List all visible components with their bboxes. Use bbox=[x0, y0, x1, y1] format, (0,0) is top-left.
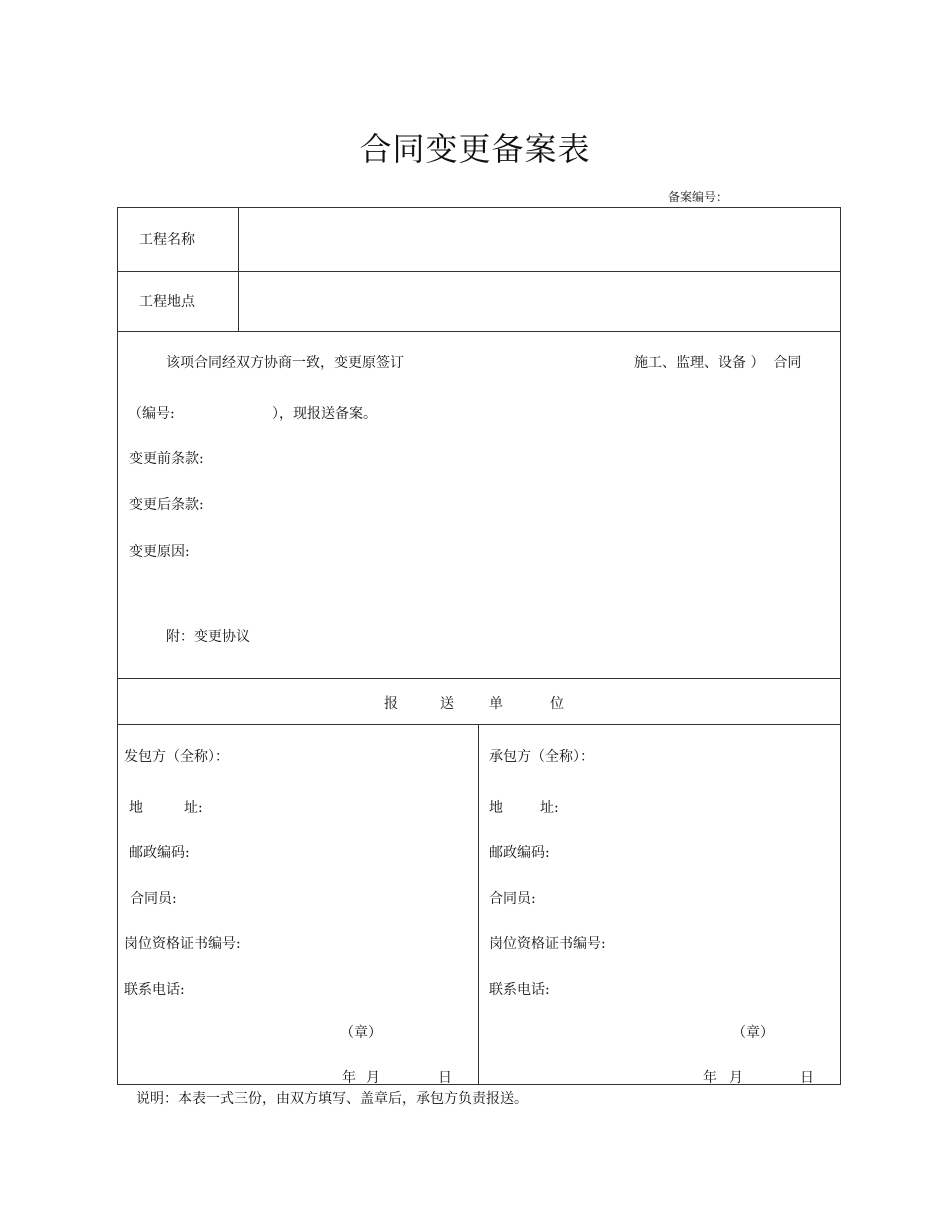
employer-date-month: 月 bbox=[366, 1070, 380, 1086]
statement-line1-right: 施工、监理、设备 ） 合同 bbox=[634, 355, 802, 371]
row-divider bbox=[117, 678, 841, 679]
contractor-address-label: 址: bbox=[540, 800, 559, 816]
submitting-units-char: 单 bbox=[489, 696, 503, 712]
form-table bbox=[117, 207, 841, 1085]
contract-number-close: ），现报送备案。 bbox=[272, 406, 377, 422]
change-reason-label: 变更原因: bbox=[129, 544, 190, 560]
contractor-seal-label: （章） bbox=[732, 1025, 774, 1041]
contractor-postcode-label: 邮政编码: bbox=[489, 845, 550, 861]
terms-before-label: 变更前条款: bbox=[129, 451, 204, 467]
employer-address-label: 地 bbox=[129, 800, 143, 816]
employer-date-year: 年 bbox=[342, 1070, 356, 1086]
contract-number-open: （编号: bbox=[128, 406, 175, 422]
employer-postcode-label: 邮政编码: bbox=[129, 845, 190, 861]
row-divider bbox=[117, 724, 841, 725]
project-location-field[interactable] bbox=[239, 272, 840, 331]
submitting-units-char: 送 bbox=[440, 696, 454, 712]
attachment-label: 附：变更协议 bbox=[166, 629, 250, 645]
project-location-label: 工程地点 bbox=[139, 294, 195, 310]
employer-seal-label: （章） bbox=[340, 1025, 382, 1041]
employer-phone-label: 联系电话: bbox=[124, 982, 185, 998]
page-title: 合同变更备案表 bbox=[359, 130, 591, 168]
filing-number-label: 备案编号： bbox=[668, 190, 729, 204]
row-divider bbox=[117, 331, 841, 332]
contractor-address-label: 地 bbox=[489, 800, 503, 816]
contractor-date-day: 日 bbox=[800, 1070, 814, 1086]
contractor-contract-officer-label: 合同员: bbox=[489, 891, 536, 907]
employer-cert-number-label: 岗位资格证书编号: bbox=[124, 936, 241, 952]
submitting-units-char: 位 bbox=[550, 696, 564, 712]
employer-address-label: 址: bbox=[184, 800, 203, 816]
column-divider bbox=[478, 724, 479, 1085]
project-name-label: 工程名称 bbox=[139, 232, 195, 248]
terms-after-label: 变更后条款: bbox=[129, 497, 204, 513]
employer-full-name-label: 发包方（全称）： bbox=[124, 749, 229, 765]
submitting-units-char: 报 bbox=[384, 696, 398, 712]
contractor-phone-label: 联系电话: bbox=[489, 982, 550, 998]
contractor-full-name-label: 承包方（全称）： bbox=[489, 749, 594, 765]
contractor-date-year: 年 bbox=[703, 1070, 717, 1086]
statement-line1-left: 该项合同经双方协商一致，变更原签订 bbox=[166, 355, 404, 371]
contractor-date-month: 月 bbox=[729, 1070, 743, 1086]
employer-date-day: 日 bbox=[438, 1070, 452, 1086]
project-name-field[interactable] bbox=[239, 208, 840, 271]
contractor-cert-number-label: 岗位资格证书编号: bbox=[489, 936, 606, 952]
employer-contract-officer-label: 合同员: bbox=[130, 891, 177, 907]
form-note: 说明：本表一式三份，由双方填写、盖章后，承包方负责报送。 bbox=[136, 1091, 528, 1107]
